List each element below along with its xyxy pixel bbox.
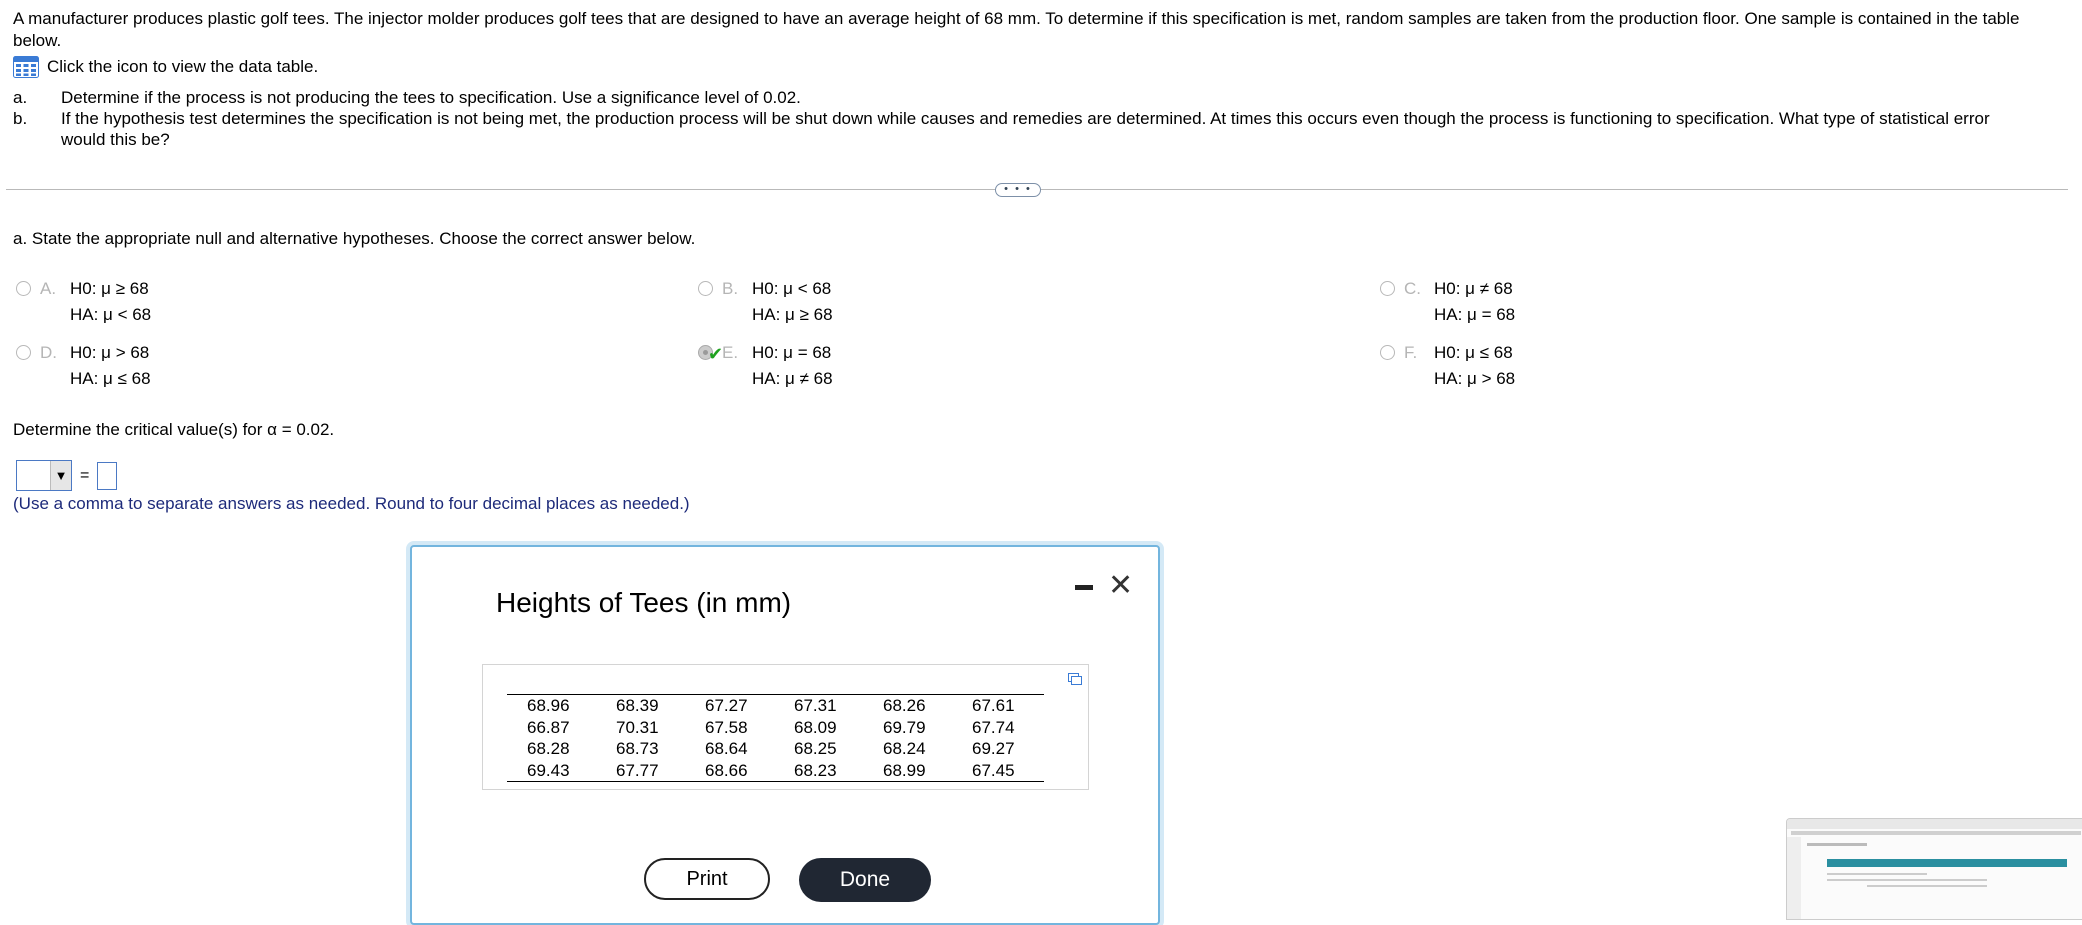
dialog-title: Heights of Tees (in mm) bbox=[496, 587, 792, 618]
table-cell: 67.77 bbox=[616, 760, 659, 780]
table-cell: 67.27 bbox=[705, 696, 748, 715]
dropdown-arrow-icon[interactable]: ▼ bbox=[50, 461, 71, 490]
thumbnail-preview-image bbox=[1787, 819, 2082, 919]
table-cell: 67.74 bbox=[972, 717, 1015, 737]
null-hypothesis: H0: μ = 68 bbox=[752, 343, 832, 362]
table-cell: 68.09 bbox=[794, 717, 837, 737]
radio-button[interactable] bbox=[16, 281, 31, 296]
copy-icon[interactable] bbox=[1068, 673, 1082, 685]
data-table bbox=[482, 664, 1089, 790]
table-cell: 66.87 bbox=[527, 717, 570, 737]
option-a[interactable] bbox=[16, 276, 151, 328]
checkmark-icon: ✔ bbox=[708, 344, 724, 364]
radio-button-selected[interactable] bbox=[698, 344, 724, 364]
alt-hypothesis: HA: μ ≥ 68 bbox=[752, 305, 833, 324]
hypotheses bbox=[70, 276, 151, 328]
problem-item-label: b. bbox=[13, 109, 28, 128]
table-icon[interactable] bbox=[13, 56, 39, 78]
print-button[interactable]: Print bbox=[644, 858, 770, 900]
null-hypothesis: H0: μ < 68 bbox=[752, 279, 832, 298]
table-cell: 68.26 bbox=[883, 696, 926, 715]
alt-hypothesis: HA: μ ≤ 68 bbox=[70, 369, 151, 388]
critical-value-dropdown[interactable] bbox=[16, 460, 72, 491]
done-button[interactable]: Done bbox=[799, 858, 931, 902]
null-hypothesis: H0: μ ≥ 68 bbox=[70, 279, 149, 298]
option-f[interactable] bbox=[1380, 340, 1515, 392]
table-cell: 69.79 bbox=[883, 717, 926, 737]
radio-button[interactable] bbox=[1380, 345, 1395, 360]
table-cell: 68.25 bbox=[794, 739, 837, 758]
problem-item-a bbox=[13, 87, 2031, 108]
table-cell: 68.23 bbox=[794, 760, 837, 780]
table-cell: 68.66 bbox=[705, 760, 748, 780]
table-cell: 69.27 bbox=[972, 739, 1015, 758]
critical-value-input[interactable] bbox=[97, 462, 117, 490]
option-c[interactable] bbox=[1380, 276, 1515, 328]
hypotheses bbox=[70, 340, 151, 392]
table-cell: 68.28 bbox=[527, 739, 570, 758]
problem-item-text: If the hypothesis test determines the specification is not being met, the production process will be shut down while causes and remedies are determined. At times this occurs even though the process is functioning to specification. What type of statistical error would this be? bbox=[61, 109, 1990, 149]
problem-item-label: a. bbox=[13, 88, 28, 107]
option-letter: D. bbox=[40, 343, 57, 362]
problem-intro: A manufacturer produces plastic golf tees. The injector molder produces golf tees that are designed to have an average height of 68 mm. To determine if this specification is met, random samples are taken from the production floor. One sample is contained in the table below. bbox=[13, 9, 2020, 50]
data-grid bbox=[527, 695, 1061, 781]
table-cell: 68.64 bbox=[705, 739, 748, 758]
table-cell: 67.61 bbox=[972, 696, 1015, 715]
problem-item-b bbox=[13, 108, 2031, 150]
null-hypothesis: H0: μ ≠ 68 bbox=[1434, 279, 1513, 298]
hypotheses bbox=[1434, 340, 1515, 392]
option-e[interactable] bbox=[698, 340, 833, 392]
problem-item-text: Determine if the process is not producing the tees to specification. Use a significance level of 0.02. bbox=[61, 88, 801, 107]
data-table-link-text: Click the icon to view the data table. bbox=[47, 57, 319, 76]
option-letter: A. bbox=[40, 279, 57, 298]
option-letter: E. bbox=[722, 343, 739, 362]
option-d[interactable] bbox=[16, 340, 151, 392]
screenshot-thumbnail[interactable] bbox=[1786, 818, 2082, 920]
alt-hypothesis: HA: μ < 68 bbox=[70, 305, 152, 324]
table-cell: 68.99 bbox=[883, 760, 926, 780]
alt-hypothesis: HA: μ = 68 bbox=[1434, 305, 1516, 324]
table-cell: 68.73 bbox=[616, 739, 659, 758]
table-cell: 70.31 bbox=[616, 717, 659, 737]
null-hypothesis: H0: μ ≤ 68 bbox=[1434, 343, 1513, 362]
data-table-link[interactable] bbox=[13, 56, 318, 78]
equals-sign: = bbox=[80, 466, 90, 484]
table-cell: 68.96 bbox=[527, 696, 570, 715]
table-rule bbox=[507, 781, 1044, 782]
alt-hypothesis: HA: μ ≠ 68 bbox=[752, 369, 833, 388]
answer-row bbox=[16, 460, 117, 491]
expand-more-button[interactable] bbox=[995, 183, 1041, 197]
radio-button[interactable] bbox=[1380, 281, 1395, 296]
close-icon[interactable]: ✕ bbox=[1108, 569, 1134, 602]
alt-hypothesis: HA: μ > 68 bbox=[1434, 369, 1516, 388]
option-letter: F. bbox=[1404, 343, 1418, 362]
option-letter: B. bbox=[722, 279, 739, 298]
radio-button[interactable] bbox=[698, 281, 713, 296]
table-cell: 67.31 bbox=[794, 696, 837, 715]
hypotheses bbox=[752, 276, 833, 328]
radio-button[interactable] bbox=[16, 345, 31, 360]
table-cell: 69.43 bbox=[527, 760, 570, 780]
part-a-prompt: a. State the appropriate null and alternative hypotheses. Choose the correct answer below. bbox=[13, 229, 696, 248]
hypotheses bbox=[752, 340, 833, 392]
table-cell: 68.39 bbox=[616, 696, 659, 715]
option-b[interactable] bbox=[698, 276, 833, 328]
table-cell: 67.45 bbox=[972, 760, 1015, 780]
data-table-dialog bbox=[410, 545, 1160, 925]
more-dots-icon: • • • bbox=[1004, 182, 1032, 195]
option-letter: C. bbox=[1404, 279, 1421, 298]
hypotheses bbox=[1434, 276, 1515, 328]
critical-value-prompt: Determine the critical value(s) for α = 0.02. bbox=[13, 420, 335, 439]
null-hypothesis: H0: μ > 68 bbox=[70, 343, 150, 362]
minimize-icon[interactable] bbox=[1075, 585, 1093, 590]
table-cell: 67.58 bbox=[705, 717, 748, 737]
table-cell: 68.24 bbox=[883, 739, 926, 758]
answer-hint: (Use a comma to separate answers as needed. Round to four decimal places as needed.) bbox=[13, 494, 690, 513]
